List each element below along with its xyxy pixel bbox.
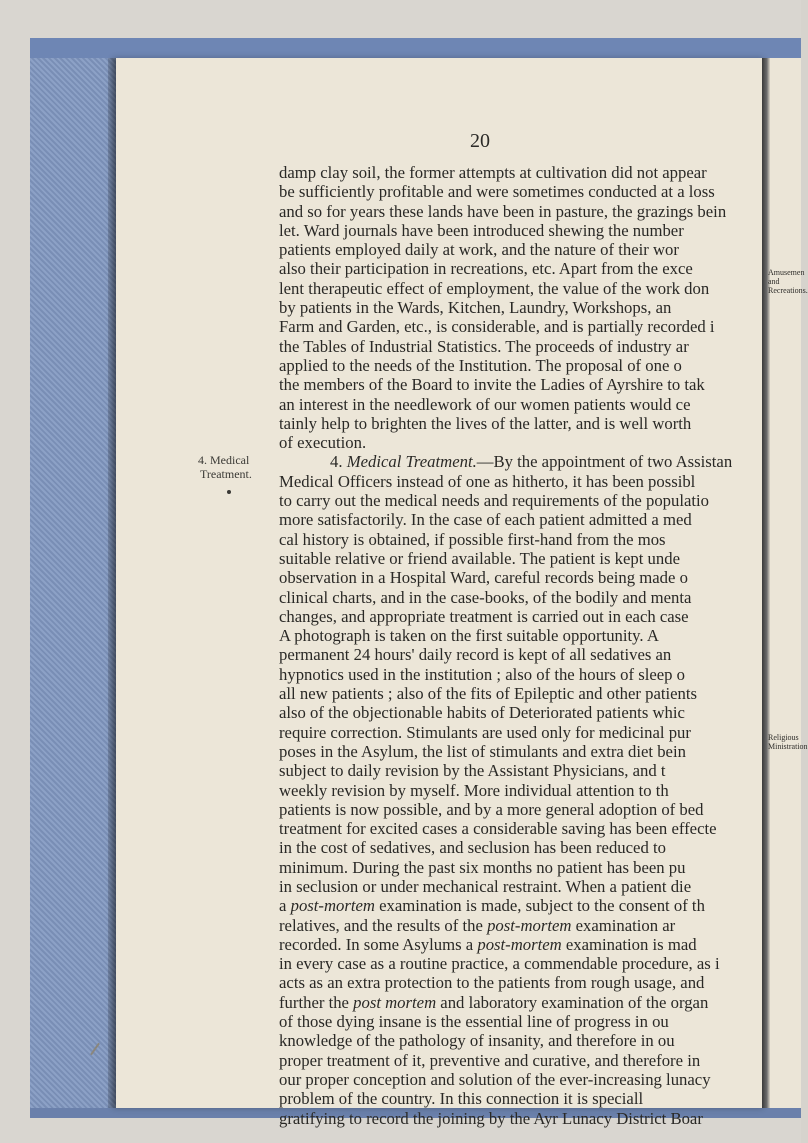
text-line [279, 240, 761, 259]
text-line-prefix: relatives, and the results of the [279, 915, 488, 935]
text-line-content: an interest in the needlework of our women patients would ce [279, 394, 691, 414]
text-line [279, 395, 761, 414]
text-line [279, 723, 761, 742]
text-line [279, 317, 761, 336]
text-line [279, 954, 761, 973]
text-line-content: cal history is obtained, if possible first-hand from the mos [279, 529, 666, 549]
text-line-content: knowledge of the pathology of insanity, and therefore in ou [279, 1031, 675, 1051]
right-note-line: Recreations. [768, 286, 808, 295]
text-line [279, 1070, 761, 1089]
text-line-content: poses in the Asylum, the list of stimulants and extra diet bein [279, 741, 686, 761]
text-line-italic: Medical Treatment. [346, 452, 477, 472]
text-line [279, 703, 761, 722]
text-line [279, 337, 761, 356]
text-line-content: the members of the Board to invite the Ladies of Ayrshire to tak [279, 375, 705, 395]
text-line [279, 298, 761, 317]
text-line [279, 491, 761, 510]
text-line-content: of those dying insane is the essential line of progress in ou [279, 1012, 669, 1032]
text-line [279, 414, 761, 433]
text-line [279, 356, 761, 375]
text-line [279, 645, 761, 664]
text-line [279, 588, 761, 607]
text-line-prefix: a [279, 896, 291, 916]
text-line [279, 510, 761, 529]
text-line [279, 819, 761, 838]
text-line-italic: post-mortem [477, 934, 562, 954]
text-line [279, 221, 761, 240]
text-line-content: hypnotics used in the institution ; also of the hours of sleep o [279, 664, 686, 684]
text-line-suffix: and laboratory examination of the organ [436, 992, 709, 1012]
text-line [279, 375, 761, 394]
text-line [279, 1031, 761, 1050]
text-line-content: gratifying to record the joining by the Ayr Lunacy District Boar [279, 1108, 703, 1128]
text-line-content: and so for years these lands have been in pasture, the grazings bein [279, 201, 727, 221]
text-line-content: acts as an extra protection to the patients from rough usage, and [279, 973, 705, 993]
text-line-content: by patients in the Wards, Kitchen, Laundry, Workshops, an [279, 298, 672, 318]
text-line [279, 182, 761, 201]
text-line [279, 1012, 761, 1031]
text-line-content: lent therapeutic effect of employment, the value of the work don [279, 278, 710, 298]
right-note-line: Religious [768, 733, 799, 742]
text-line-prefix: 4. [330, 452, 347, 472]
text-line-content: in seclusion or under mechanical restraint. When a patient die [279, 876, 692, 896]
text-line [279, 163, 761, 182]
text-line-content: tainly help to brighten the lives of the latter, and is well worth [279, 413, 692, 433]
text-line-content: to carry out the medical needs and requirements of the populatio [279, 491, 710, 511]
text-line-content: all new patients ; also of the fits of Epileptic and other patients [279, 684, 698, 704]
text-line-content: changes, and appropriate treatment is carried out in each case [279, 606, 689, 626]
text-line [279, 684, 761, 703]
text-line-content: Medical Officers instead of one as hitherto, it has been possibl [279, 471, 696, 491]
text-line [279, 973, 761, 992]
text-line-content: also their participation in recreations, etc. Apart from the exce [279, 259, 693, 279]
text-line [279, 896, 761, 915]
text-line [279, 742, 761, 761]
text-line-content: A photograph is taken on the first suitable opportunity. A [279, 626, 659, 646]
text-line [279, 858, 761, 877]
text-line-suffix: examination is made, subject to the consent of th [374, 896, 705, 916]
text-line-content: problem of the country. In this connection it is speciall [279, 1089, 644, 1109]
next-page-strip [768, 58, 808, 1108]
text-line-content: treatment for excited cases a considerable saving has been effecte [279, 819, 717, 839]
sidenote-medical-treatment [198, 453, 252, 481]
margin-dot [227, 490, 231, 494]
text-line [279, 472, 761, 491]
right-note-line: Ministration [768, 742, 808, 751]
text-line [279, 935, 761, 954]
text-line [279, 993, 761, 1012]
text-line-content: proper treatment of it, preventive and curative, and therefore in [279, 1050, 701, 1070]
text-line [279, 781, 761, 800]
right-note-amusements [768, 268, 808, 295]
text-line-content: patients employed daily at work, and the nature of their wor [279, 240, 679, 260]
text-line [279, 761, 761, 780]
text-line [279, 1051, 761, 1070]
sidenote-line: 4. Medical [198, 453, 250, 467]
text-line-italic: post mortem [353, 992, 437, 1012]
text-line [279, 877, 761, 896]
text-line [279, 530, 761, 549]
text-line-content: be sufficiently profitable and were sometimes conducted at a loss [279, 182, 715, 202]
text-line [279, 433, 761, 452]
text-line [279, 549, 761, 568]
sidenote-line: Treatment. [200, 467, 252, 481]
text-line-suffix: —By the appointment of two Assistan [476, 452, 733, 472]
text-line [279, 626, 761, 645]
text-line-content: suitable relative or friend available. The patient is kept unde [279, 548, 680, 568]
text-line [279, 665, 761, 684]
page-number: 20 [470, 130, 490, 152]
right-note-religious [768, 733, 808, 751]
right-note-line: and [768, 277, 780, 286]
text-line-content: minimum. During the past six months no patient has been pu [279, 857, 686, 877]
text-line-content: subject to daily revision by the Assistant Physicians, and t [279, 761, 666, 781]
right-note-line: Amusemen [768, 268, 805, 277]
text-line-italic: post-mortem [487, 915, 572, 935]
text-line-content: clinical charts, and in the case-books, of the bodily and menta [279, 587, 692, 607]
text-line-content: our proper conception and solution of the ever-increasing lunacy [279, 1069, 711, 1089]
text-line [279, 279, 761, 298]
text-line-content: Farm and Garden, etc., is considerable, and is partially recorded i [279, 317, 715, 337]
text-line [279, 1089, 761, 1108]
text-line-content: observation in a Hospital Ward, careful records being made o [279, 568, 688, 588]
cover-top-edge [30, 38, 801, 58]
text-line-content: more satisfactorily. In the case of each patient admitted a med [279, 510, 692, 530]
text-line-content: of execution. [279, 433, 367, 453]
text-line-content: in every case as a routine practice, a commendable procedure, as i [279, 954, 720, 974]
text-line [279, 202, 761, 221]
text-line [279, 259, 761, 278]
text-line-content: weekly revision by myself. More individual attention to th [279, 780, 669, 800]
text-line-content: applied to the needs of the Institution. The proposal of one o [279, 355, 682, 375]
text-line [279, 838, 761, 857]
text-line-content: patients is now possible, and by a more general adoption of bed [279, 799, 704, 819]
page-gutter-shadow [108, 58, 116, 1108]
text-line-prefix: recorded. In some Asylums a [279, 934, 478, 954]
text-line [279, 800, 761, 819]
text-line-content: let. Ward journals have been introduced shewing the number [279, 220, 684, 240]
text-line-content: damp clay soil, the former attempts at cultivation did not appear [279, 163, 707, 182]
text-line [279, 916, 761, 935]
text-line-prefix: further the [279, 992, 354, 1012]
text-line-italic: post-mortem [290, 896, 375, 916]
text-line-suffix: examination is mad [561, 934, 697, 954]
text-line [279, 568, 761, 587]
text-line-content: require correction. Stimulants are used only for medicinal pur [279, 722, 691, 742]
text-line [279, 607, 761, 626]
text-line-suffix: examination ar [571, 915, 676, 935]
text-line-content: in the cost of sedatives, and seclusion has been reduced to [279, 838, 666, 858]
body-text [279, 163, 761, 1128]
text-line [279, 1109, 761, 1128]
text-line-content: the Tables of Industrial Statistics. The proceeds of industry ar [279, 336, 689, 356]
text-line [279, 452, 761, 471]
text-line-content: permanent 24 hours' daily record is kept of all sedatives an [279, 645, 672, 665]
text-line-content: also of the objectionable habits of Deteriorated patients whic [279, 703, 685, 723]
